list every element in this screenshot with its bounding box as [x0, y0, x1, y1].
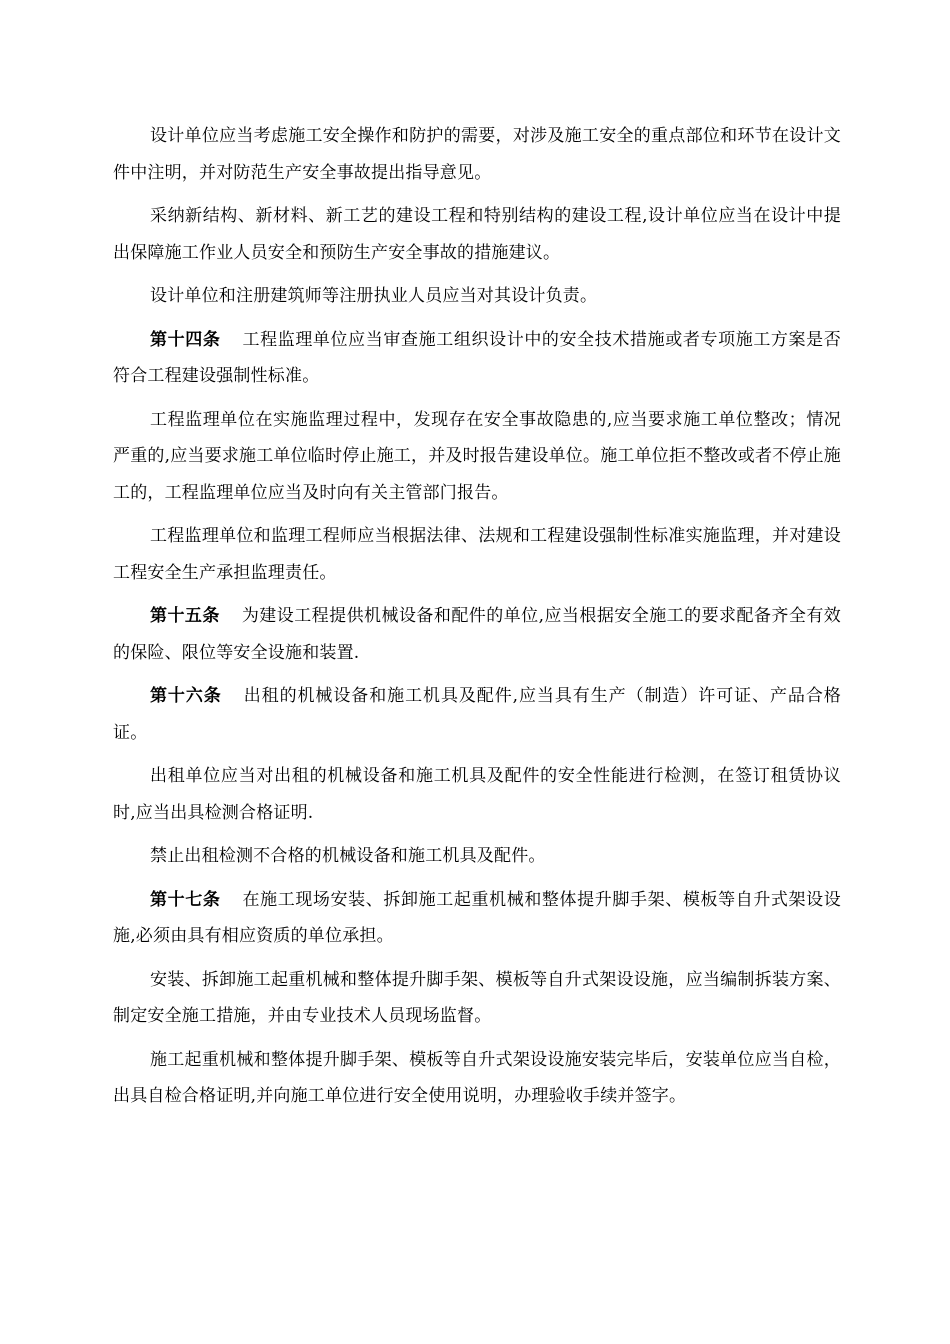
- paragraph: [113, 118, 841, 191]
- paragraph-text: 设计单位和注册建筑师等注册执业人员应当对其设计负责。: [150, 286, 598, 306]
- paragraph-text: 在施工现场安装、拆卸施工起重机械和整体提升脚手架、模板等自升式架设设施,必须由具有相应资质的单位承担。: [113, 889, 841, 946]
- paragraph-text: 施工起重机械和整体提升脚手架、模板等自升式架设设施安装完毕后，安装单位应当自检，出具自检合格证明,并向施工单位进行安全使用说明，办理验收手续并签字。: [113, 1049, 841, 1106]
- article-number: 第十五条: [150, 606, 220, 626]
- paragraph-text: 安装、拆卸施工起重机械和整体提升脚手架、模板等自升式架设设施，应当编制拆装方案、制定安全施工措施，并由专业技术人员现场监督。: [113, 969, 841, 1026]
- paragraph: [113, 278, 841, 315]
- paragraph: [113, 518, 841, 591]
- paragraph-text: 工程监理单位在实施监理过程中，发现存在安全事故隐患的,应当要求施工单位整改；情况严重的,应当要求施工单位临时停止施工，并及时报告建设单位。施工单位拒不整改或者不停止施工的，工程监理单位应当及时向有关主管部门报告。: [113, 409, 842, 503]
- paragraph-text: 工程监理单位和监理工程师应当根据法律、法规和工程建设强制性标准实施监理，并对建设工程安全生产承担监理责任。: [113, 526, 841, 583]
- paragraph-text: 为建设工程提供机械设备和配件的单位,应当根据安全施工的要求配备齐全有效的保险、限位等安全设施和装置.: [113, 606, 841, 663]
- paragraph: [113, 402, 841, 512]
- paragraph-text: 出租的机械设备和施工机具及配件,应当具有生产（制造）许可证、产品合格证。: [113, 686, 841, 743]
- paragraph: [113, 882, 841, 955]
- paragraph: [113, 838, 841, 875]
- paragraph-text: 设计单位应当考虑施工安全操作和防护的需要，对涉及施工安全的重点部位和环节在设计文件中注明，并对防范生产安全事故提出指导意见。: [113, 126, 841, 183]
- paragraph: [113, 1042, 841, 1115]
- paragraph: [113, 678, 841, 751]
- document-page: [113, 118, 841, 1122]
- paragraph: [113, 198, 841, 271]
- paragraph-text: 采纳新结构、新材料、新工艺的建设工程和特别结构的建设工程,设计单位应当在设计中提出保障施工作业人员安全和预防生产安全事故的措施建议。: [113, 206, 841, 263]
- paragraph-text: 工程监理单位应当审查施工组织设计中的安全技术措施或者专项施工方案是否符合工程建设强制性标准。: [113, 329, 841, 386]
- paragraph: [113, 962, 841, 1035]
- article-number: 第十七条: [150, 889, 221, 910]
- paragraph-text: 出租单位应当对出租的机械设备和施工机具及配件的安全性能进行检测，在签订租赁协议时,应当出具检测合格证明.: [113, 766, 841, 823]
- paragraph: [113, 322, 841, 395]
- paragraph: [113, 758, 841, 831]
- article-number: 第十六条: [150, 686, 222, 706]
- article-number: 第十四条: [150, 329, 221, 350]
- paragraph: [113, 598, 841, 671]
- paragraph-text: 禁止出租检测不合格的机械设备和施工机具及配件。: [150, 846, 546, 866]
